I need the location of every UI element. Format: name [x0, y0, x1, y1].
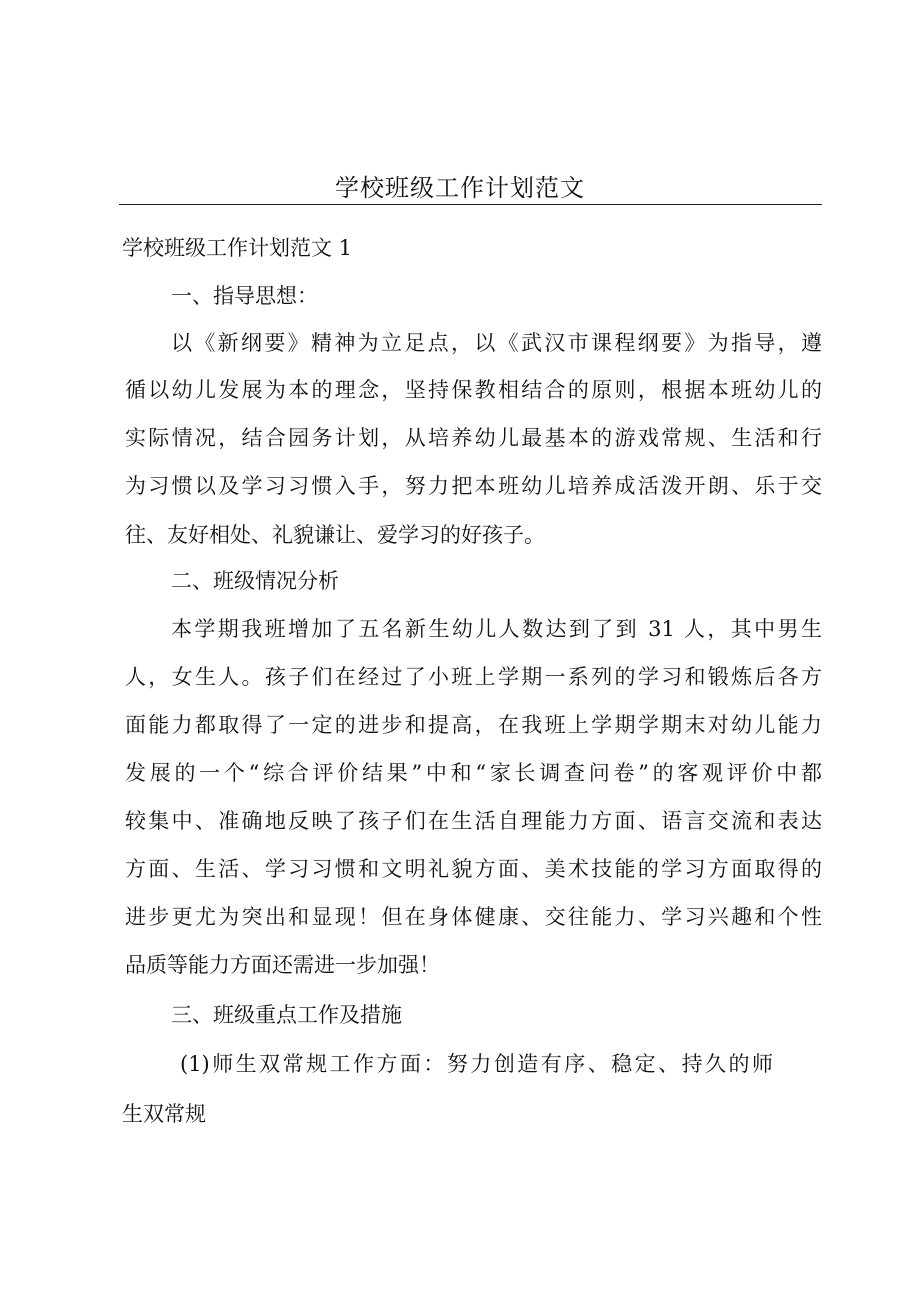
- paragraph-line: 循以幼儿发展为本的理念，坚持保教相结合的原则，根据本班幼儿的: [125, 378, 822, 402]
- paragraph-line: 往、友好相处、礼貌谦让、爱学习的好孩子。: [125, 523, 545, 547]
- paragraph-line: 面能力都取得了一定的进步和提高，在我班上学期学期末对幼儿能力: [125, 713, 822, 737]
- paragraph-line: 进步更尤为突出和显现！但在身体健康、交往能力、学习兴趣和个性: [125, 905, 822, 929]
- paragraph-line: 方面、生活、学习习惯和文明礼貌方面、美术技能的学习方面取得的: [125, 857, 822, 881]
- section-heading-class-analysis: 二、班级情况分析: [171, 569, 339, 593]
- document-heading: 学校班级工作计划范文 1: [122, 236, 353, 260]
- section-heading-key-work: 三、班级重点工作及措施: [171, 1003, 402, 1027]
- paragraph-line: 以《新纲要》精神为立足点，以《武汉市课程纲要》为指导，遵: [171, 331, 822, 355]
- paragraph-line: (1)师生双常规工作方面：努力创造有序、稳定、持久的师: [180, 1052, 773, 1076]
- paragraph-line: 品质等能力方面还需进一步加强！: [125, 953, 440, 977]
- paragraph-line: 为习惯以及学习习惯入手，努力把本班幼儿培养成活泼开朗、乐于交: [125, 474, 822, 498]
- title-divider: [119, 204, 822, 205]
- paragraph-line: 实际情况，结合园务计划，从培养幼儿最基本的游戏常规、生活和行: [125, 426, 822, 450]
- paragraph-line: 人，女生人。孩子们在经过了小班上学期一系列的学习和锻炼后各方: [125, 665, 822, 689]
- paragraph-line: 发展的一个“综合评价结果”中和“家长调查问卷”的客观评价中都: [125, 761, 822, 785]
- page-title: 学校班级工作计划范文: [335, 174, 585, 202]
- paragraph-line: 生双常规: [122, 1102, 206, 1126]
- paragraph-line: 较集中、准确地反映了孩子们在生活自理能力方面、语言交流和表达: [125, 809, 822, 833]
- paragraph-line: 本学期我班增加了五名新生幼儿人数达到了到 31 人，其中男生: [171, 617, 822, 641]
- section-heading-guiding-thought: 一、指导思想：: [171, 284, 318, 308]
